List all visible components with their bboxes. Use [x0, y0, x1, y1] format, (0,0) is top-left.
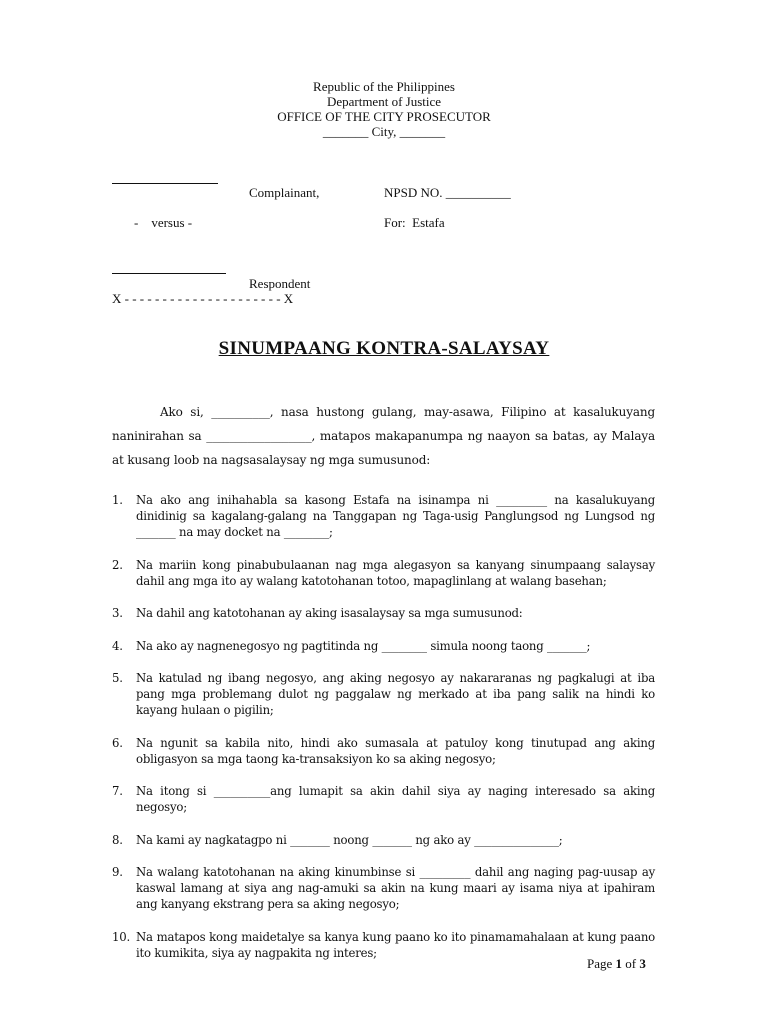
document-header — [0, 80, 768, 140]
intro-paragraph: Ako si, __________, nasa hustong gulang, may-asawa, Filipino at kasalukuyang naninirahan sa __________________, matapos makapanumpa ng naayon sa batas, ay Malaya at kusang loob na nagsasalaysay ng mga sumusunod: — [112, 405, 655, 467]
respondent-label: Respondent — [249, 276, 311, 291]
statement-item — [112, 864, 655, 912]
page-number-footer — [587, 956, 646, 972]
statement-text: Na ako ang inihahabla sa kasong Estafa na isinampa ni _________ na kasalukuyang dinidinig sa kagalang-galang na Tanggapan ng Taga-usig Panglungsod ng Lungsod ng _______ na may docket na ________; — [136, 493, 655, 539]
statement-item — [112, 783, 655, 815]
statement-number: 9. — [112, 865, 123, 879]
page-current: 1 — [615, 956, 623, 971]
statement-text: Na dahil ang katotohanan ay aking isasalaysay sa mga sumusunod: — [136, 606, 523, 620]
statement-number: 2. — [112, 557, 123, 572]
header-office: OFFICE OF THE CITY PROSECUTOR — [277, 109, 491, 124]
statement-text: Na matapos kong maidetalye sa kanya kung paano ko ito pinamamahalaan at kung paano ito kumikita, siya ay nagpakita ng interes; — [136, 929, 655, 960]
numbered-statements — [112, 492, 655, 977]
statement-text: Na ako ay nagnenegosyo ng pagtitinda ng ________ simula noong taong _______; — [136, 638, 591, 653]
statement-text: Na ngunit sa kabila nito, hindi ako sumasala at patuloy kong tinutupad ang aking obligasyon sa mga taong ka-transaksiyon ko sa aking negosyo; — [136, 735, 655, 766]
statement-text: Na mariin kong pinabubulaanan nag mga alegasyon sa kanyang sinumpaang salaysay dahil ang mga ito ay walang katotohanan totoo, mapaglinlang at walang basehan; — [136, 557, 655, 588]
complainant-label: Complainant, — [249, 185, 320, 200]
statement-number: 3. — [112, 606, 123, 620]
statement-text: Na walang katotohanan na aking kinumbinse si _________ dahil ang naging pag-uusap ay kaswal lamang at siya ang nag-amuki sa akin na kung maari ay isama niya at ipahiram ang kanyang ekstrang pera sa aking negosyo; — [136, 865, 655, 911]
statement-item — [112, 670, 655, 718]
statement-number: 6. — [112, 735, 123, 750]
statement-number: 5. — [112, 671, 123, 685]
statement-number: 10. — [112, 929, 130, 944]
document-title: SINUMPAANG KONTRA-SALAYSAY — [218, 338, 550, 359]
statement-item — [112, 492, 655, 540]
page-label: Page — [587, 956, 613, 971]
statement-item — [112, 929, 655, 961]
statement-text: Na katulad ng ibang negosyo, ang aking negosyo ay nakararanas ng pagkalugi at iba pang mga problemang dulot ng paggalaw ng merkado at iba pang salik na hindi ko kayang hulaan o pigilin; — [136, 671, 655, 717]
statement-item — [112, 557, 655, 589]
statement-number: 4. — [112, 638, 123, 653]
header-department: Department of Justice — [326, 94, 442, 109]
header-republic: Republic of the Philippines — [313, 79, 455, 94]
statement-item — [112, 638, 655, 654]
statement-item — [112, 735, 655, 767]
statement-text: Na itong si __________ang lumapit sa akin dahil siya ay naging interesado sa aking negosyo; — [136, 784, 655, 814]
statement-item — [112, 605, 655, 621]
respondent-name-line — [112, 273, 226, 274]
statement-item — [112, 832, 655, 848]
page-total: 3 — [639, 956, 646, 971]
page-of-label: of — [625, 956, 637, 971]
complainant-name-line — [112, 183, 218, 184]
statement-text: Na kami ay nagkatagpo ni _______ noong _______ ng ako ay _______________; — [136, 832, 563, 847]
npsd-number: NPSD NO. __________ — [384, 185, 511, 200]
header-city: _______ City, _______ — [322, 124, 446, 139]
statement-number: 8. — [112, 832, 123, 847]
versus-label: - versus - — [134, 215, 193, 230]
caption-separator: X - - - - - - - - - - - - - - - - - - - - - X — [112, 291, 294, 306]
statement-number: 7. — [112, 784, 123, 798]
case-for-label: For: Estafa — [384, 215, 445, 230]
statement-number: 1. — [112, 493, 123, 507]
